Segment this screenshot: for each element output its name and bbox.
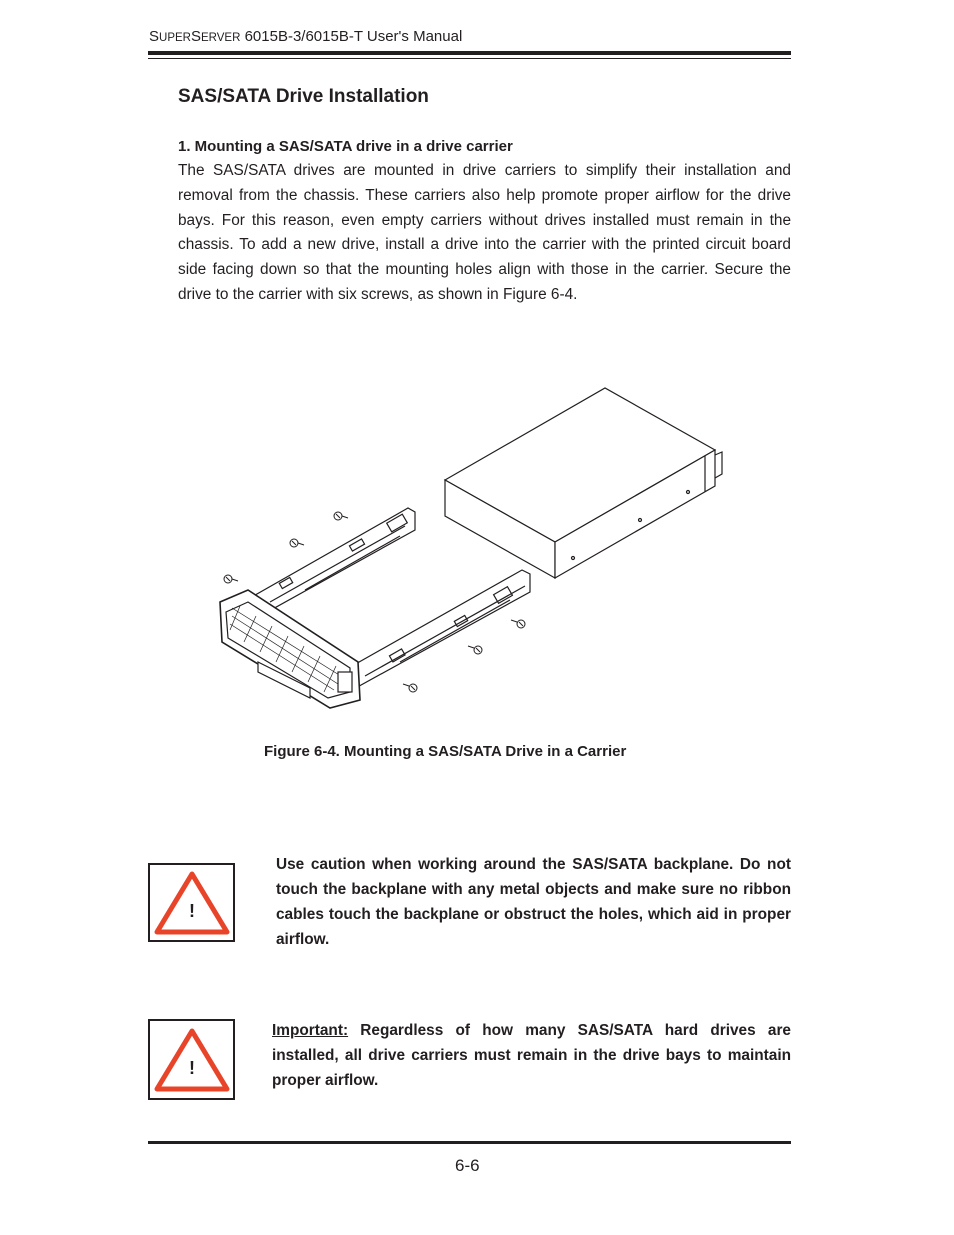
warning-icon-box <box>148 863 235 942</box>
warning-triangle-icon <box>150 1021 235 1100</box>
figure-caption: Figure 6-4. Mounting a SAS/SATA Drive in a Carrier <box>264 743 627 760</box>
caution-text: Use caution when working around the SAS/SATA backplane. Do not touch the backplane with any metal objects and make sure no ribbon cables touch the backplane or obstruct the holes, which aid in proper airflow. <box>276 856 791 948</box>
step-title: 1. Mounting a SAS/SATA drive in a drive carrier <box>178 138 513 155</box>
footer-rule <box>148 1141 791 1144</box>
warning-icon-box <box>148 1019 235 1100</box>
svg-text:!: ! <box>189 1058 195 1078</box>
body-paragraph: The SAS/SATA drives are mounted in drive carriers to simplify their installation and removal from the chassis. These carriers also help promote proper airflow for the drive bays. For this reason, even empty carriers without drives installed must remain in the chassis. To add a new drive, install a drive into the carrier with the printed circuit board side facing down so that the mounting holes align with those in the carrier. Secure the drive to the carrier with six screws, as shown in Figure 6-4. <box>178 162 791 303</box>
important-label: Important: <box>272 1022 349 1039</box>
svg-text:!: ! <box>189 901 195 921</box>
header-rule-thin <box>148 58 791 59</box>
important-note <box>272 1018 791 1093</box>
important-text: Regardless of how many SAS/SATA hard drives are installed, all drive carriers must remain in the drive bays to maintain proper airflow. <box>272 1022 791 1089</box>
section-title: SAS/SATA Drive Installation <box>178 86 429 107</box>
header-rule <box>148 51 791 55</box>
hard-drive-illustration <box>445 388 722 578</box>
warning-triangle-icon <box>150 865 235 942</box>
drive-carrier-illustration <box>210 380 730 720</box>
page-number: 6-6 <box>455 1156 480 1175</box>
running-header: SUPERSERVER 6015B-3/6015B-T User's Manual <box>149 28 463 45</box>
